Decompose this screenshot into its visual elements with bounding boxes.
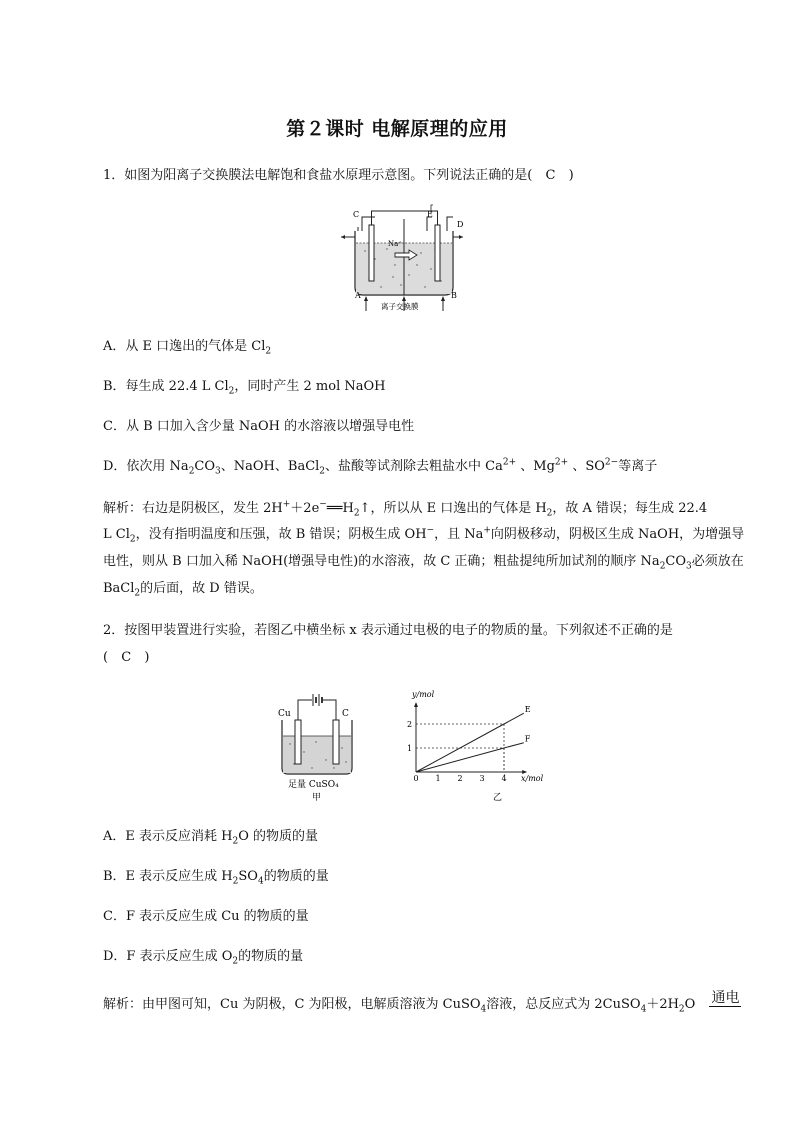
label-d: D <box>457 220 464 229</box>
label-a: A <box>355 291 361 300</box>
label-c-electrode: C <box>342 709 349 719</box>
q2-option-a: A．E 表示反应消耗 $H_2O$ 的物质的量 <box>103 829 319 847</box>
chart-y-tick-label: 1 <box>407 744 413 753</box>
chart-x-tick-label: 2 <box>457 774 463 783</box>
q1-option-a: A．从 E 口逸出的气体是 $Cl_2$ <box>103 339 272 357</box>
q2-beaker-figure <box>270 690 365 802</box>
caption-jia: 甲 <box>312 793 322 802</box>
label-membrane: 离子交换膜 <box>381 302 419 311</box>
electrolysis-condition: 通电 <box>711 990 740 1006</box>
chart-series-label-e: E <box>524 705 531 715</box>
q2-answer: C <box>121 650 132 665</box>
chart-ylabel: y/mol <box>412 690 435 699</box>
label-na-ion: Na⁺ <box>388 240 402 248</box>
label-c: C <box>353 210 360 219</box>
q1-analysis-line-3: 电性，则从 B 口加入稀 NaOH(增强导电性)的水溶液，故 C 正确；粗盐提纯所加试剂的顺序 $Na_2CO_3$必须放在 <box>103 554 744 572</box>
chart-series-line-e <box>416 713 524 772</box>
chart-x-tick-label: 1 <box>435 774 441 783</box>
label-e: E <box>427 210 433 219</box>
q1-stem: 1．如图为阳离子交换膜法电解饱和食盐水原理示意图。下列说法正确的是( C ) <box>103 168 574 183</box>
label-solution: 足量 CuSO₄ <box>288 780 339 790</box>
chart-series-line-f <box>416 743 524 772</box>
caption-yi: 乙 <box>493 793 503 803</box>
label-b: B <box>451 291 457 300</box>
q1-analysis-line-2: L $Cl_2$，没有指明温度和压强，故 B 错误；阴极生成 OH−，且 Na+向阴极移动，阴极区生成 NaOH，为增强导 <box>103 525 745 545</box>
q2-option-d: D．F 表示反应生成 $O_2$的物质的量 <box>103 949 304 967</box>
q1-option-d: D．依次用 $Na_2CO_3$、NaOH、BaCl$_2$、盐酸等试剂除去粗盐水中 $Ca^{2+}$ 、$Mg^{2+}$ 、$SO^{2-}$等离子 <box>103 457 658 477</box>
chart-x-tick-label: 4 <box>501 774 507 783</box>
q1-option-c: C．从 B 口加入含少量 NaOH 的水溶液以增强导电性 <box>103 419 415 434</box>
chart-xlabel: x/mol <box>521 774 544 783</box>
q2-line-chart <box>400 686 550 804</box>
q1-electrolysis-figure <box>335 203 465 315</box>
q2-stem-line-1: 2．按图甲装置进行实验，若图乙中横坐标 x 表示通过电极的电子的物质的量。下列叙述不正确的是 <box>103 623 673 638</box>
chart-y-axis-arrow <box>414 702 418 707</box>
q2-analysis: 解析：由甲图可知，Cu 为阴极，C 为阳极，电解质溶液为 CuSO$_4$溶液，总反应式为 $2CuSO_4+2H_2O$ 通电 <box>103 990 740 1015</box>
page-title: 第２课时 电解原理的应用 <box>286 118 508 140</box>
q1-analysis-line-1: 解析：右边是阴极区，发生 $2H^++2e^-══H_2↑$，所以从 E 口逸出的气体是 $H_2$，故 A 错误；每生成 22.4 <box>103 499 708 519</box>
label-cu: Cu <box>278 709 291 719</box>
q1-answer: C <box>545 168 556 183</box>
q1-option-b: B．每生成 22.4 L $Cl_2$，同时产生 2 mol NaOH <box>103 379 386 397</box>
chart-x-tick-label: 0 <box>413 774 419 783</box>
q2-stem-line-2: ( C ) <box>103 650 150 665</box>
q2-option-b: B．E 表示反应生成 $H_2SO_4$的物质的量 <box>103 869 329 887</box>
chart-series-label-f: F <box>524 734 531 744</box>
chart-y-tick-label: 2 <box>407 720 413 729</box>
q2-option-c: C．F 表示反应生成 Cu 的物质的量 <box>103 909 309 924</box>
chart-x-tick-label: 3 <box>479 774 485 783</box>
q1-analysis-line-4: BaCl$_2$的后面，故 D 错误。 <box>103 581 263 599</box>
